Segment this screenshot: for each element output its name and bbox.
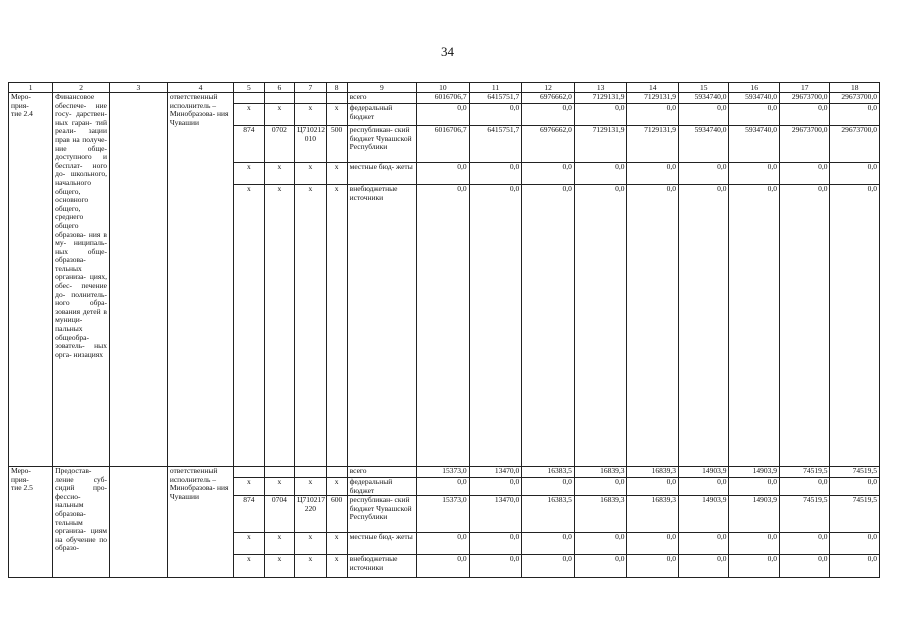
code-cell-c8: 500: [326, 126, 347, 163]
amount-cell: 15373,0: [417, 496, 470, 533]
code-cell-c8: x: [326, 478, 347, 496]
column-number-13: 13: [574, 83, 627, 93]
amount-cell: 6415751,7: [469, 93, 522, 104]
amount-cell: 14903,9: [729, 496, 779, 533]
amount-cell: 16839,3: [627, 496, 679, 533]
column-number-11: 11: [469, 83, 522, 93]
budget-table: [8, 82, 880, 578]
amount-cell: 14903,9: [678, 496, 728, 533]
column-3-cell: [109, 467, 167, 578]
column-number-12: 12: [522, 83, 575, 93]
code-cell-c5: x: [234, 185, 265, 467]
amount-cell: 0,0: [678, 104, 728, 126]
amount-cell: 0,0: [417, 163, 470, 185]
code-cell-c7: x: [295, 104, 327, 126]
amount-cell: 0,0: [830, 533, 880, 555]
amount-cell: 14903,9: [678, 467, 728, 478]
code-cell-c8: x: [326, 163, 347, 185]
code-cell-c8: x: [326, 555, 347, 578]
code-cell-c5: x: [234, 478, 265, 496]
column-number-14: 14: [627, 83, 679, 93]
amount-cell: 7129131,9: [574, 126, 627, 163]
amount-cell: 0,0: [627, 555, 679, 578]
amount-cell: 0,0: [522, 555, 575, 578]
amount-cell: 0,0: [729, 185, 779, 467]
code-cell-c7: Ц710212 010: [295, 126, 327, 163]
amount-cell: 13470,0: [469, 496, 522, 533]
code-cell-c7: Ц710217 220: [295, 496, 327, 533]
column-number-5: 5: [234, 83, 265, 93]
code-cell-c5: [234, 93, 265, 104]
amount-cell: 0,0: [779, 104, 829, 126]
code-cell-c5: x: [234, 533, 265, 555]
amount-cell: 0,0: [729, 533, 779, 555]
amount-cell: 6016706,7: [417, 126, 470, 163]
amount-cell: 74519,5: [779, 496, 829, 533]
column-number-7: 7: [295, 83, 327, 93]
amount-cell: 16383,5: [522, 496, 575, 533]
amount-cell: 0,0: [779, 555, 829, 578]
code-cell-c5: 874: [234, 126, 265, 163]
amount-cell: 16839,3: [574, 467, 627, 478]
amount-cell: 0,0: [830, 104, 880, 126]
amount-cell: 0,0: [729, 163, 779, 185]
responsible-executor: ответственный исполнитель – Минобразова- ния Чувашии: [167, 93, 233, 467]
code-cell-c7: [295, 93, 327, 104]
code-cell-c8: 600: [326, 496, 347, 533]
amount-cell: 5934740,0: [678, 126, 728, 163]
code-cell-c5: x: [234, 163, 265, 185]
amount-cell: 0,0: [522, 163, 575, 185]
amount-cell: 6415751,7: [469, 126, 522, 163]
amount-cell: 0,0: [627, 533, 679, 555]
amount-cell: 0,0: [522, 533, 575, 555]
column-number-3: 3: [109, 83, 167, 93]
amount-cell: 6976662,0: [522, 126, 575, 163]
amount-cell: 0,0: [729, 478, 779, 496]
code-cell-c7: x: [295, 533, 327, 555]
amount-cell: 0,0: [469, 104, 522, 126]
amount-cell: 29673700,0: [779, 93, 829, 104]
funding-source: федеральный бюджет: [347, 104, 416, 126]
amount-cell: 0,0: [830, 478, 880, 496]
amount-cell: 0,0: [627, 104, 679, 126]
amount-cell: 0,0: [779, 533, 829, 555]
amount-cell: 0,0: [779, 163, 829, 185]
amount-cell: 13470,0: [469, 467, 522, 478]
amount-cell: 0,0: [469, 555, 522, 578]
funding-source: всего: [347, 93, 416, 104]
amount-cell: 0,0: [417, 478, 470, 496]
amount-cell: 0,0: [729, 104, 779, 126]
amount-cell: 0,0: [627, 185, 679, 467]
funding-source: внебюджетные источники: [347, 185, 416, 467]
code-cell-c8: x: [326, 533, 347, 555]
amount-cell: 0,0: [678, 185, 728, 467]
column-number-8: 8: [326, 83, 347, 93]
column-number-2: 2: [53, 83, 110, 93]
table-row: [9, 93, 880, 104]
activity-description: Предостав- ление суб- сидий про- фессио- нальным образова- тельным организа- циям на обучение по образо-: [53, 467, 110, 578]
amount-cell: 6016706,7: [417, 93, 470, 104]
amount-cell: 74519,5: [830, 496, 880, 533]
code-cell-c6: 0704: [264, 496, 295, 533]
code-cell-c6: 0702: [264, 126, 295, 163]
funding-source: местные бюд- жеты: [347, 163, 416, 185]
amount-cell: 0,0: [417, 533, 470, 555]
amount-cell: 0,0: [469, 533, 522, 555]
amount-cell: 0,0: [678, 555, 728, 578]
code-cell-c8: x: [326, 185, 347, 467]
amount-cell: 0,0: [417, 555, 470, 578]
code-cell-c6: [264, 93, 295, 104]
code-cell-c8: x: [326, 104, 347, 126]
responsible-executor: ответственный исполнитель – Минобразова- ния Чувашии: [167, 467, 233, 578]
amount-cell: 0,0: [574, 104, 627, 126]
code-cell-c7: x: [295, 185, 327, 467]
funding-source: республикан- ский бюджет Чувашской Республики: [347, 496, 416, 533]
code-cell-c7: x: [295, 555, 327, 578]
funding-source: всего: [347, 467, 416, 478]
code-cell-c8: [326, 467, 347, 478]
activity-id: Меро- прия- тие 2.5: [9, 467, 53, 578]
amount-cell: 0,0: [522, 104, 575, 126]
amount-cell: 16839,3: [627, 467, 679, 478]
amount-cell: 0,0: [522, 185, 575, 467]
amount-cell: 29673700,0: [779, 126, 829, 163]
amount-cell: 5934740,0: [678, 93, 728, 104]
code-cell-c5: x: [234, 555, 265, 578]
amount-cell: 6976662,0: [522, 93, 575, 104]
amount-cell: 0,0: [830, 555, 880, 578]
funding-source: федеральный бюджет: [347, 478, 416, 496]
column-number-4: 4: [167, 83, 233, 93]
column-number-10: 10: [417, 83, 470, 93]
code-cell-c5: x: [234, 104, 265, 126]
code-cell-c7: x: [295, 478, 327, 496]
amount-cell: 0,0: [779, 478, 829, 496]
column-number-18: 18: [830, 83, 880, 93]
column-number-15: 15: [678, 83, 728, 93]
amount-cell: 74519,5: [830, 467, 880, 478]
column-number-9: 9: [347, 83, 416, 93]
amount-cell: 7129131,9: [627, 126, 679, 163]
amount-cell: 0,0: [729, 555, 779, 578]
column-3-cell: [109, 93, 167, 467]
funding-source: местные бюд- жеты: [347, 533, 416, 555]
activity-description: Финансовое обеспече- ние госу- дарствен- ных гаран- тий реали- зации прав на получе- ние обще- доступного и бесплат- ного до- школьного, начального общего, основного общего, среднего общего образова- ния в му- ниципаль- ных обще- образова- тельных организа- циях, обес- печение до- полнитель- ного обра- зования детей в муници- пальных общеобра- зователь- ных орга- низациях: [53, 93, 110, 467]
amount-cell: 0,0: [469, 185, 522, 467]
code-cell-c6: x: [264, 104, 295, 126]
amount-cell: 0,0: [469, 163, 522, 185]
table-row: [9, 467, 880, 478]
code-cell-c7: x: [295, 163, 327, 185]
amount-cell: 7129131,9: [574, 93, 627, 104]
amount-cell: 29673700,0: [830, 93, 880, 104]
amount-cell: 0,0: [627, 163, 679, 185]
amount-cell: 0,0: [830, 163, 880, 185]
code-cell-c6: x: [264, 185, 295, 467]
amount-cell: 16383,5: [522, 467, 575, 478]
column-number-17: 17: [779, 83, 829, 93]
funding-source: республикан- ский бюджет Чувашской Республики: [347, 126, 416, 163]
amount-cell: 0,0: [574, 185, 627, 467]
amount-cell: 7129131,9: [627, 93, 679, 104]
funding-source: внебюджетные источники: [347, 555, 416, 578]
code-cell-c8: [326, 93, 347, 104]
amount-cell: 0,0: [522, 478, 575, 496]
code-cell-c7: [295, 467, 327, 478]
code-cell-c5: [234, 467, 265, 478]
amount-cell: 74519,5: [779, 467, 829, 478]
page-number: 34: [441, 44, 454, 59]
amount-cell: 0,0: [574, 478, 627, 496]
amount-cell: 0,0: [627, 478, 679, 496]
amount-cell: 0,0: [678, 478, 728, 496]
amount-cell: 5934740,0: [729, 93, 779, 104]
code-cell-c6: x: [264, 163, 295, 185]
column-number-row: [9, 83, 880, 93]
amount-cell: 0,0: [779, 185, 829, 467]
amount-cell: 0,0: [574, 555, 627, 578]
amount-cell: 14903,9: [729, 467, 779, 478]
code-cell-c6: x: [264, 533, 295, 555]
column-number-1: 1: [9, 83, 53, 93]
activity-id: Меро- прия- тие 2.4: [9, 93, 53, 467]
column-number-6: 6: [264, 83, 295, 93]
amount-cell: 0,0: [574, 163, 627, 185]
column-number-16: 16: [729, 83, 779, 93]
amount-cell: 0,0: [678, 533, 728, 555]
amount-cell: 0,0: [417, 104, 470, 126]
amount-cell: 16839,3: [574, 496, 627, 533]
amount-cell: 0,0: [574, 533, 627, 555]
code-cell-c6: x: [264, 555, 295, 578]
code-cell-c6: x: [264, 478, 295, 496]
amount-cell: 0,0: [830, 185, 880, 467]
amount-cell: 0,0: [417, 185, 470, 467]
amount-cell: 0,0: [678, 163, 728, 185]
amount-cell: 29673700,0: [830, 126, 880, 163]
code-cell-c5: 874: [234, 496, 265, 533]
amount-cell: 0,0: [469, 478, 522, 496]
code-cell-c6: [264, 467, 295, 478]
amount-cell: 15373,0: [417, 467, 470, 478]
amount-cell: 5934740,0: [729, 126, 779, 163]
